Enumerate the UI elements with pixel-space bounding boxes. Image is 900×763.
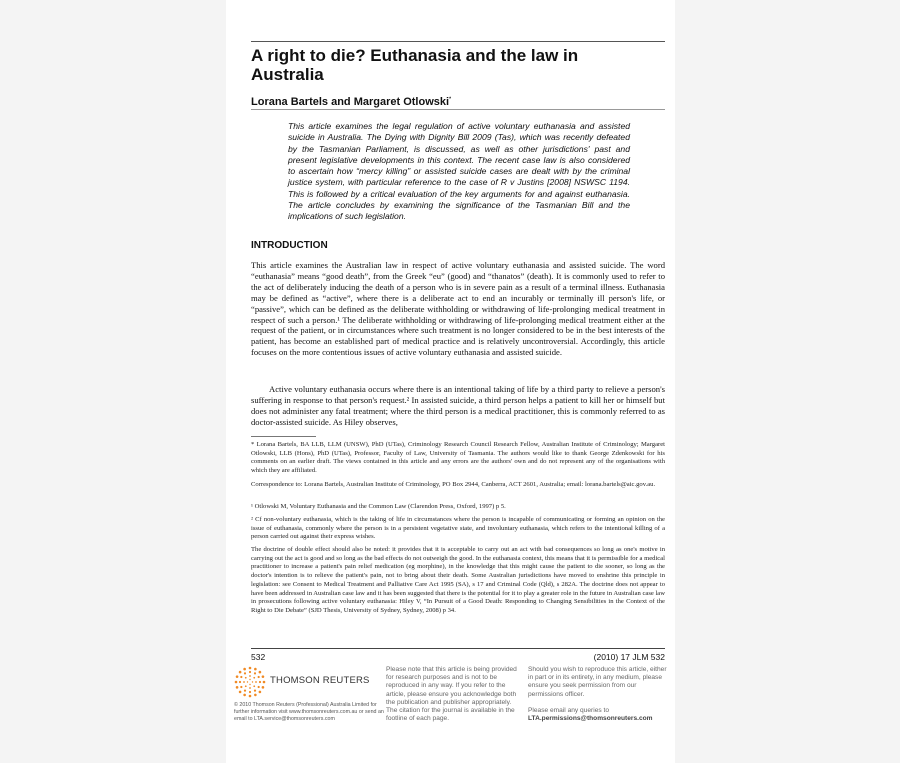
footnote-1: ¹ Otlowski M, Voluntary Euthanasia and the Common Law (Clarendon Press, Oxford, 1997) p 5.: [251, 503, 506, 510]
permissions-notice: [528, 666, 673, 723]
body-paragraph: This article examines the Australian law in respect of active voluntary euthanasia and assisted suicide. The word “euthanasia” means “good death”, from the Greek “eu” (good) and “thanatos” (death). It is commonly used to refer to the act of deliberately inducing the death of a person who is in severe pain as a result of a terminal illness. Euthanasia may be defined as “active”, where there is a deliberate act to end an incurably or terminally ill person's life, or “passive”, which can be defined as the deliberate withholding or withdrawing of life-prolonging medical treatment in respect of such a person.¹ The deliberate withholding or withdrawing of life-prolonging medical treatment either at the request of the patient, or in circumstances where such treatment is no longer considered to be in the best interests of the patient, has become an established part of medical practice and is relatively uncontroversial. Accordingly, this article focuses on the more contentious issues of active voluntary euthanasia and assisted suicide.: [251, 260, 665, 358]
article-title: A right to die? Euthanasia and the law in Australia: [251, 46, 579, 84]
article-authors: [251, 96, 671, 108]
body-paragraph: Active voluntary euthanasia occurs where there is an intentional taking of life by a third party to relieve a person's suffering in response to that person's request.² In assisted suicide, a third person helps a patient to kill her or himself but does not administer any fatal treatment; where the third person is a medical practitioner, this is commonly referred to as doctor-assisted suicide. As Hiley observes,: [251, 384, 665, 427]
thomson-reuters-dot-logo-icon: [234, 666, 266, 698]
footnote-rule: [251, 436, 316, 437]
usage-notice: Please note that this article is being provided for research purposes and is not to be reproduced in any way. If you refer to the article, please ensure you acknowledge both the publication and publisher appropriately. The citation for the journal is available in the footline of each page.: [386, 666, 517, 723]
authors-rule: [251, 109, 665, 110]
journal-citation: (2010) 17 JLM 532: [593, 652, 665, 662]
authors-footnote-mark: *: [449, 96, 452, 103]
footer-rule: [251, 648, 665, 649]
footnote-author: * Lorana Bartels, BA LLB, LLM (UNSW), PhD (UTas), Criminology Research Council Research Fellow, Australian Institute of Criminology; Margaret Otlowski, LLB (Hons), PhD (UTas), Professor, Faculty of Law, University of Tasmania. The authors would like to thank George Zdenkowski for his comments on an earlier draft. The views contained in this article and any errors are the authors' own and do not represent any of the organisations with which they are affiliated.: [251, 441, 665, 475]
section-heading: INTRODUCTION: [251, 240, 328, 251]
top-rule: [251, 41, 665, 42]
footnote-2: ² Cf non-voluntary euthanasia, which is the taking of life in circumstances where the person is incapable of communicating or forming an opinion on the issue of euthanasia, commonly where the person is in a persistent vegetative state, and involuntary euthanasia, which refers to the intentional killing of a person carried out against their express wishes.: [251, 516, 665, 541]
permissions-email-link[interactable]: LTA.permissions@thomsonreuters.com: [528, 715, 653, 723]
permissions-text: Should you wish to reproduce this article, either in part or in its entirety, in any medium, please ensure you seek permission from our permissions officer.: [528, 666, 667, 698]
footnote-correspondence: Correspondence to: Lorana Bartels, Australian Institute of Criminology, PO Box 2944, Canberra, ACT 2601, Australia; email: lorana.bartels@aic.gov.au.: [251, 481, 656, 488]
footnote-double-effect: The doctrine of double effect should also be noted: it provides that it is acceptable to carry out an act with bad consequences so long as one's motive in carrying out the act is good and so long as the bad effects do not outweigh the good. In the euthanasia context, this means that it is permissible for a medical practitioner to increase a patient's pain relief medication (eg morphine), in the knowledge that this might cause the patient to die sooner, so long as the doctor's intention is to relieve the patient's pain, not to bring about their death. Some Australian jurisdictions have moved to enshrine this principle in legislation: see Consent to Medical Treatment and Palliative Care Act 1995 (SA), s 17 and Criminal Code (Qld), s 282A. The doctrine does not appear to have been addressed in Australian case law and it has been suggested that there is the potential for it to play a greater role in the future in Australian case law in prosecutions following active voluntary euthanasia: Hiley V, “In Pursuit of a Good Death: Responding to Changing Sensibilities in the Context of the Right to Die Debate” (SJD Thesis, University of Sydney, Sydney, 2008) p 34.: [251, 546, 665, 614]
article-abstract: This article examines the legal regulation of active voluntary euthanasia and assisted suicide in Australia. The Dying with Dignity Bill 2009 (Tas), which was recently defeated by the Tasmanian Parliament, is discussed, as well as other jurisdictions' past and present legislative developments in this context. The recent case law is also considered to ascertain how “mercy killing” or assisted suicide cases are dealt with by the criminal justice system, with particular reference to the case of R v Justins [2008] NSWSC 1194. This is followed by a critical evaluation of the key arguments for and against euthanasia. The article concludes by examining the significance of the Tasmanian Bill and the implications of such legislation.: [288, 121, 630, 222]
page-number: 532: [251, 652, 266, 662]
authors-names: Lorana Bartels and Margaret Otlowski: [251, 96, 450, 108]
permissions-email-label: Please email any queries to: [528, 706, 610, 714]
publisher-copyright: © 2010 Thomson Reuters (Professional) Australia Limited for further information visit www.thomsonreuters.com.au or send an email to LTA.service@thomsonreuters.com: [234, 702, 384, 722]
journal-page: [226, 0, 675, 763]
publisher-brand: THOMSON REUTERS: [270, 675, 370, 686]
